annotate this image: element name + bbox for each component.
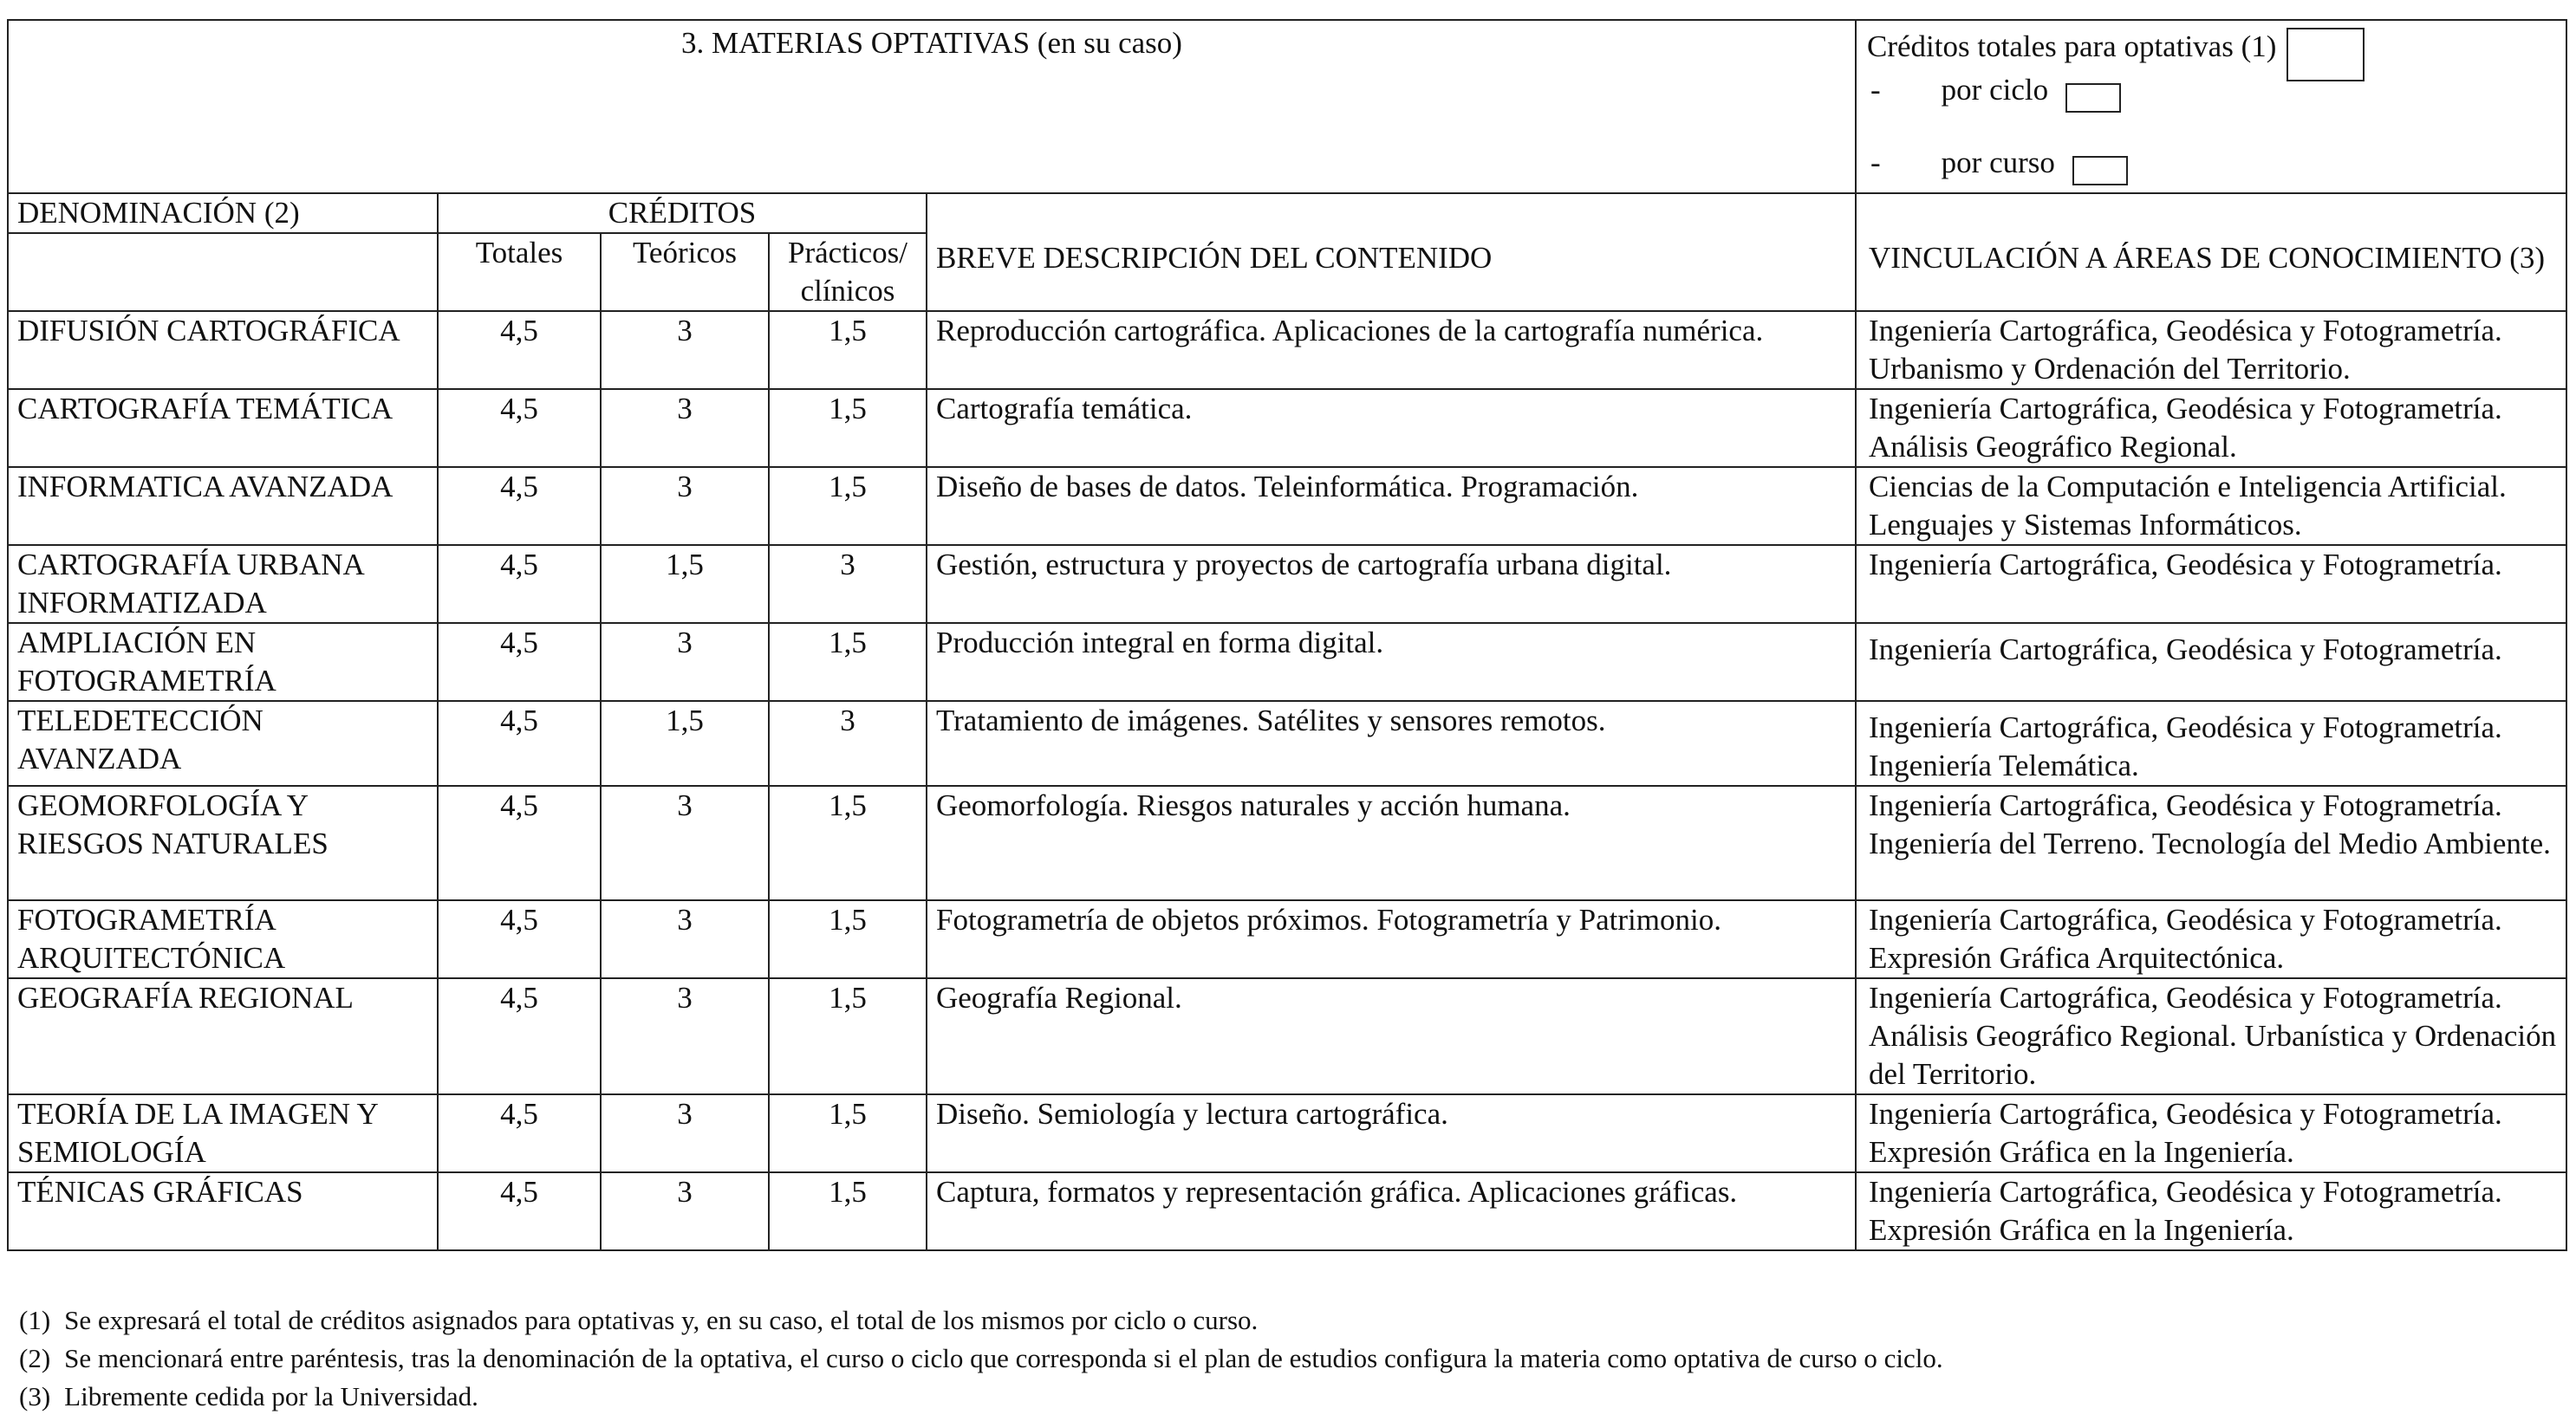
- knowledge-areas: Ciencias de la Computación e Inteligencia Artificial. Lenguajes y Sistemas Informáticos.: [1856, 467, 2566, 545]
- practice-credits: 1,5: [769, 786, 927, 900]
- practical-header-label: Prácticos/ clínicos: [787, 236, 908, 308]
- knowledge-areas: Ingeniería Cartográfica, Geodésica y Fotogrametría. Ingeniería del Terreno. Tecnología del Medio Ambiente.: [1856, 786, 2566, 900]
- subject-description: Diseño. Semiología y lectura cartográfica.: [927, 1094, 1856, 1172]
- practice-credits: 1,5: [769, 623, 927, 701]
- subject-name: CARTOGRAFÍA URBANA INFORMATIZADA: [8, 545, 438, 623]
- table-row: [8, 1172, 2566, 1250]
- theory-credits: 3: [601, 467, 769, 545]
- table-row: [8, 389, 2566, 467]
- totals-header: [438, 233, 601, 311]
- subject-description: Producción integral en forma digital.: [927, 623, 1856, 701]
- theory-credits: 3: [601, 623, 769, 701]
- areas-header-label: VINCULACIÓN A ÁREAS DE CONOCIMIENTO (3): [1869, 241, 2546, 275]
- footnote: [19, 1378, 1943, 1416]
- subject-name: INFORMATICA AVANZADA: [8, 467, 438, 545]
- section-title-cell: [8, 20, 1856, 193]
- practice-credits: 1,5: [769, 389, 927, 467]
- total-credits: 4,5: [438, 623, 601, 701]
- practice-credits: 1,5: [769, 311, 927, 389]
- footnote-text: Se expresará el total de créditos asignados para optativas y, en su caso, el total de los mismos por ciclo o curso.: [64, 1305, 1259, 1335]
- subject-name: GEOMORFOLOGÍA Y RIESGOS NATURALES: [8, 786, 438, 900]
- theoretical-header-label: Teóricos: [632, 236, 737, 269]
- optional-subjects-table: [7, 19, 2567, 1251]
- table-row: [8, 1094, 2566, 1172]
- theory-credits: 3: [601, 311, 769, 389]
- theory-credits: 1,5: [601, 701, 769, 786]
- credits-total-box[interactable]: [2287, 28, 2365, 81]
- knowledge-areas: Ingeniería Cartográfica, Geodésica y Fotogrametría. Expresión Gráfica Arquitectónica.: [1856, 900, 2566, 978]
- section-title: 3. MATERIAS OPTATIVAS (en su caso): [681, 26, 1182, 60]
- per-course-box[interactable]: [2072, 156, 2128, 185]
- practice-credits: 3: [769, 545, 927, 623]
- subject-description: Geografía Regional.: [927, 978, 1856, 1094]
- footnotes: [19, 1301, 1943, 1416]
- totals-header-label: Totales: [475, 236, 563, 269]
- table-row: [8, 311, 2566, 389]
- practice-credits: 1,5: [769, 900, 927, 978]
- credits-total-label: Créditos totales para optativas (1): [1867, 29, 2277, 63]
- subject-description: Tratamiento de imágenes. Satélites y sensores remotos.: [927, 701, 1856, 786]
- subject-description: Reproducción cartográfica. Aplicaciones de la cartografía numérica.: [927, 311, 1856, 389]
- subject-name: TÉNICAS GRÁFICAS: [8, 1172, 438, 1250]
- total-credits: 4,5: [438, 545, 601, 623]
- practice-credits: 1,5: [769, 1172, 927, 1250]
- optional-subjects-sheet: [7, 19, 2566, 1251]
- table-row: [8, 545, 2566, 623]
- subject-description: Captura, formatos y representación gráfica. Aplicaciones gráficas.: [927, 1172, 1856, 1250]
- footnote-text: Se mencionará entre paréntesis, tras la denominación de la optativa, el curso o ciclo que corresponda si el plan de estudios configura la materia como optativa de curso o ciclo.: [64, 1343, 1943, 1373]
- footnote-mark: (3): [19, 1381, 51, 1411]
- practice-credits: 1,5: [769, 467, 927, 545]
- total-credits: 4,5: [438, 467, 601, 545]
- header-row: [8, 20, 2566, 193]
- theoretical-header: [601, 233, 769, 311]
- table-row: [8, 786, 2566, 900]
- table-row: [8, 701, 2566, 786]
- footnote: [19, 1301, 1943, 1340]
- subject-description: Diseño de bases de datos. Teleinformática. Programación.: [927, 467, 1856, 545]
- per-cycle-box[interactable]: [2065, 83, 2121, 113]
- per-course-label: por curso: [1941, 146, 2055, 179]
- theory-credits: 3: [601, 978, 769, 1094]
- subject-name: FOTOGRAMETRÍA ARQUITECTÓNICA: [8, 900, 438, 978]
- knowledge-areas: Ingeniería Cartográfica, Geodésica y Fotogrametría. Urbanismo y Ordenación del Territorio.: [1856, 311, 2566, 389]
- subject-name: TELEDETECCIÓN AVANZADA: [8, 701, 438, 786]
- knowledge-areas: Ingeniería Cartográfica, Geodésica y Fotogrametría. Ingeniería Telemática.: [1856, 701, 2566, 786]
- description-header-label: BREVE DESCRIPCIÓN DEL CONTENIDO: [936, 241, 1493, 275]
- areas-header: [1856, 193, 2566, 311]
- total-credits: 4,5: [438, 978, 601, 1094]
- table-row: [8, 467, 2566, 545]
- credits-header-label: CRÉDITOS: [608, 196, 757, 230]
- subject-description: Fotogrametría de objetos próximos. Fotogrametría y Patrimonio.: [927, 900, 1856, 978]
- subject-name: CARTOGRAFÍA TEMÁTICA: [8, 389, 438, 467]
- table-row: [8, 900, 2566, 978]
- denomination-header: [8, 193, 438, 233]
- theory-credits: 1,5: [601, 545, 769, 623]
- subject-name: DIFUSIÓN CARTOGRÁFICA: [8, 311, 438, 389]
- denomination-header-label: DENOMINACIÓN (2): [17, 196, 300, 230]
- table-row: [8, 978, 2566, 1094]
- theory-credits: 3: [601, 389, 769, 467]
- credits-summary-cell: [1856, 20, 2566, 193]
- practice-credits: 3: [769, 701, 927, 786]
- footnote: [19, 1340, 1943, 1378]
- description-header: [927, 193, 1856, 311]
- knowledge-areas: Ingeniería Cartográfica, Geodésica y Fotogrametría.: [1856, 623, 2566, 701]
- theory-credits: 3: [601, 786, 769, 900]
- table-row: [8, 623, 2566, 701]
- total-credits: 4,5: [438, 311, 601, 389]
- per-cycle-label: por ciclo: [1941, 73, 2049, 107]
- footnote-text: Libremente cedida por la Universidad.: [64, 1381, 478, 1411]
- subject-description: Geomorfología. Riesgos naturales y acción humana.: [927, 786, 1856, 900]
- practice-credits: 1,5: [769, 978, 927, 1094]
- practical-header: [769, 233, 927, 311]
- column-header-row-1: [8, 193, 2566, 233]
- knowledge-areas: Ingeniería Cartográfica, Geodésica y Fotogrametría. Análisis Geográfico Regional.: [1856, 389, 2566, 467]
- total-credits: 4,5: [438, 786, 601, 900]
- denomination-subheader: [8, 233, 438, 311]
- total-credits: 4,5: [438, 389, 601, 467]
- footnote-mark: (2): [19, 1343, 51, 1373]
- subject-name: GEOGRAFÍA REGIONAL: [8, 978, 438, 1094]
- total-credits: 4,5: [438, 701, 601, 786]
- subject-description: Gestión, estructura y proyectos de cartografía urbana digital.: [927, 545, 1856, 623]
- credits-header: [438, 193, 927, 233]
- knowledge-areas: Ingeniería Cartográfica, Geodésica y Fotogrametría. Expresión Gráfica en la Ingeniería.: [1856, 1172, 2566, 1250]
- total-credits: 4,5: [438, 1094, 601, 1172]
- theory-credits: 3: [601, 1172, 769, 1250]
- subject-name: TEORÍA DE LA IMAGEN Y SEMIOLOGÍA: [8, 1094, 438, 1172]
- total-credits: 4,5: [438, 900, 601, 978]
- knowledge-areas: Ingeniería Cartográfica, Geodésica y Fotogrametría. Expresión Gráfica en la Ingeniería.: [1856, 1094, 2566, 1172]
- practice-credits: 1,5: [769, 1094, 927, 1172]
- total-credits: 4,5: [438, 1172, 601, 1250]
- dash: -: [1870, 146, 1881, 179]
- theory-credits: 3: [601, 1094, 769, 1172]
- subject-description: Cartografía temática.: [927, 389, 1856, 467]
- theory-credits: 3: [601, 900, 769, 978]
- footnote-mark: (1): [19, 1305, 51, 1335]
- dash: -: [1870, 73, 1881, 107]
- knowledge-areas: Ingeniería Cartográfica, Geodésica y Fotogrametría.: [1856, 545, 2566, 623]
- subject-name: AMPLIACIÓN EN FOTOGRAMETRÍA: [8, 623, 438, 701]
- knowledge-areas: Ingeniería Cartográfica, Geodésica y Fotogrametría. Análisis Geográfico Regional. Urbanística y Ordenación del Territorio.: [1856, 978, 2566, 1094]
